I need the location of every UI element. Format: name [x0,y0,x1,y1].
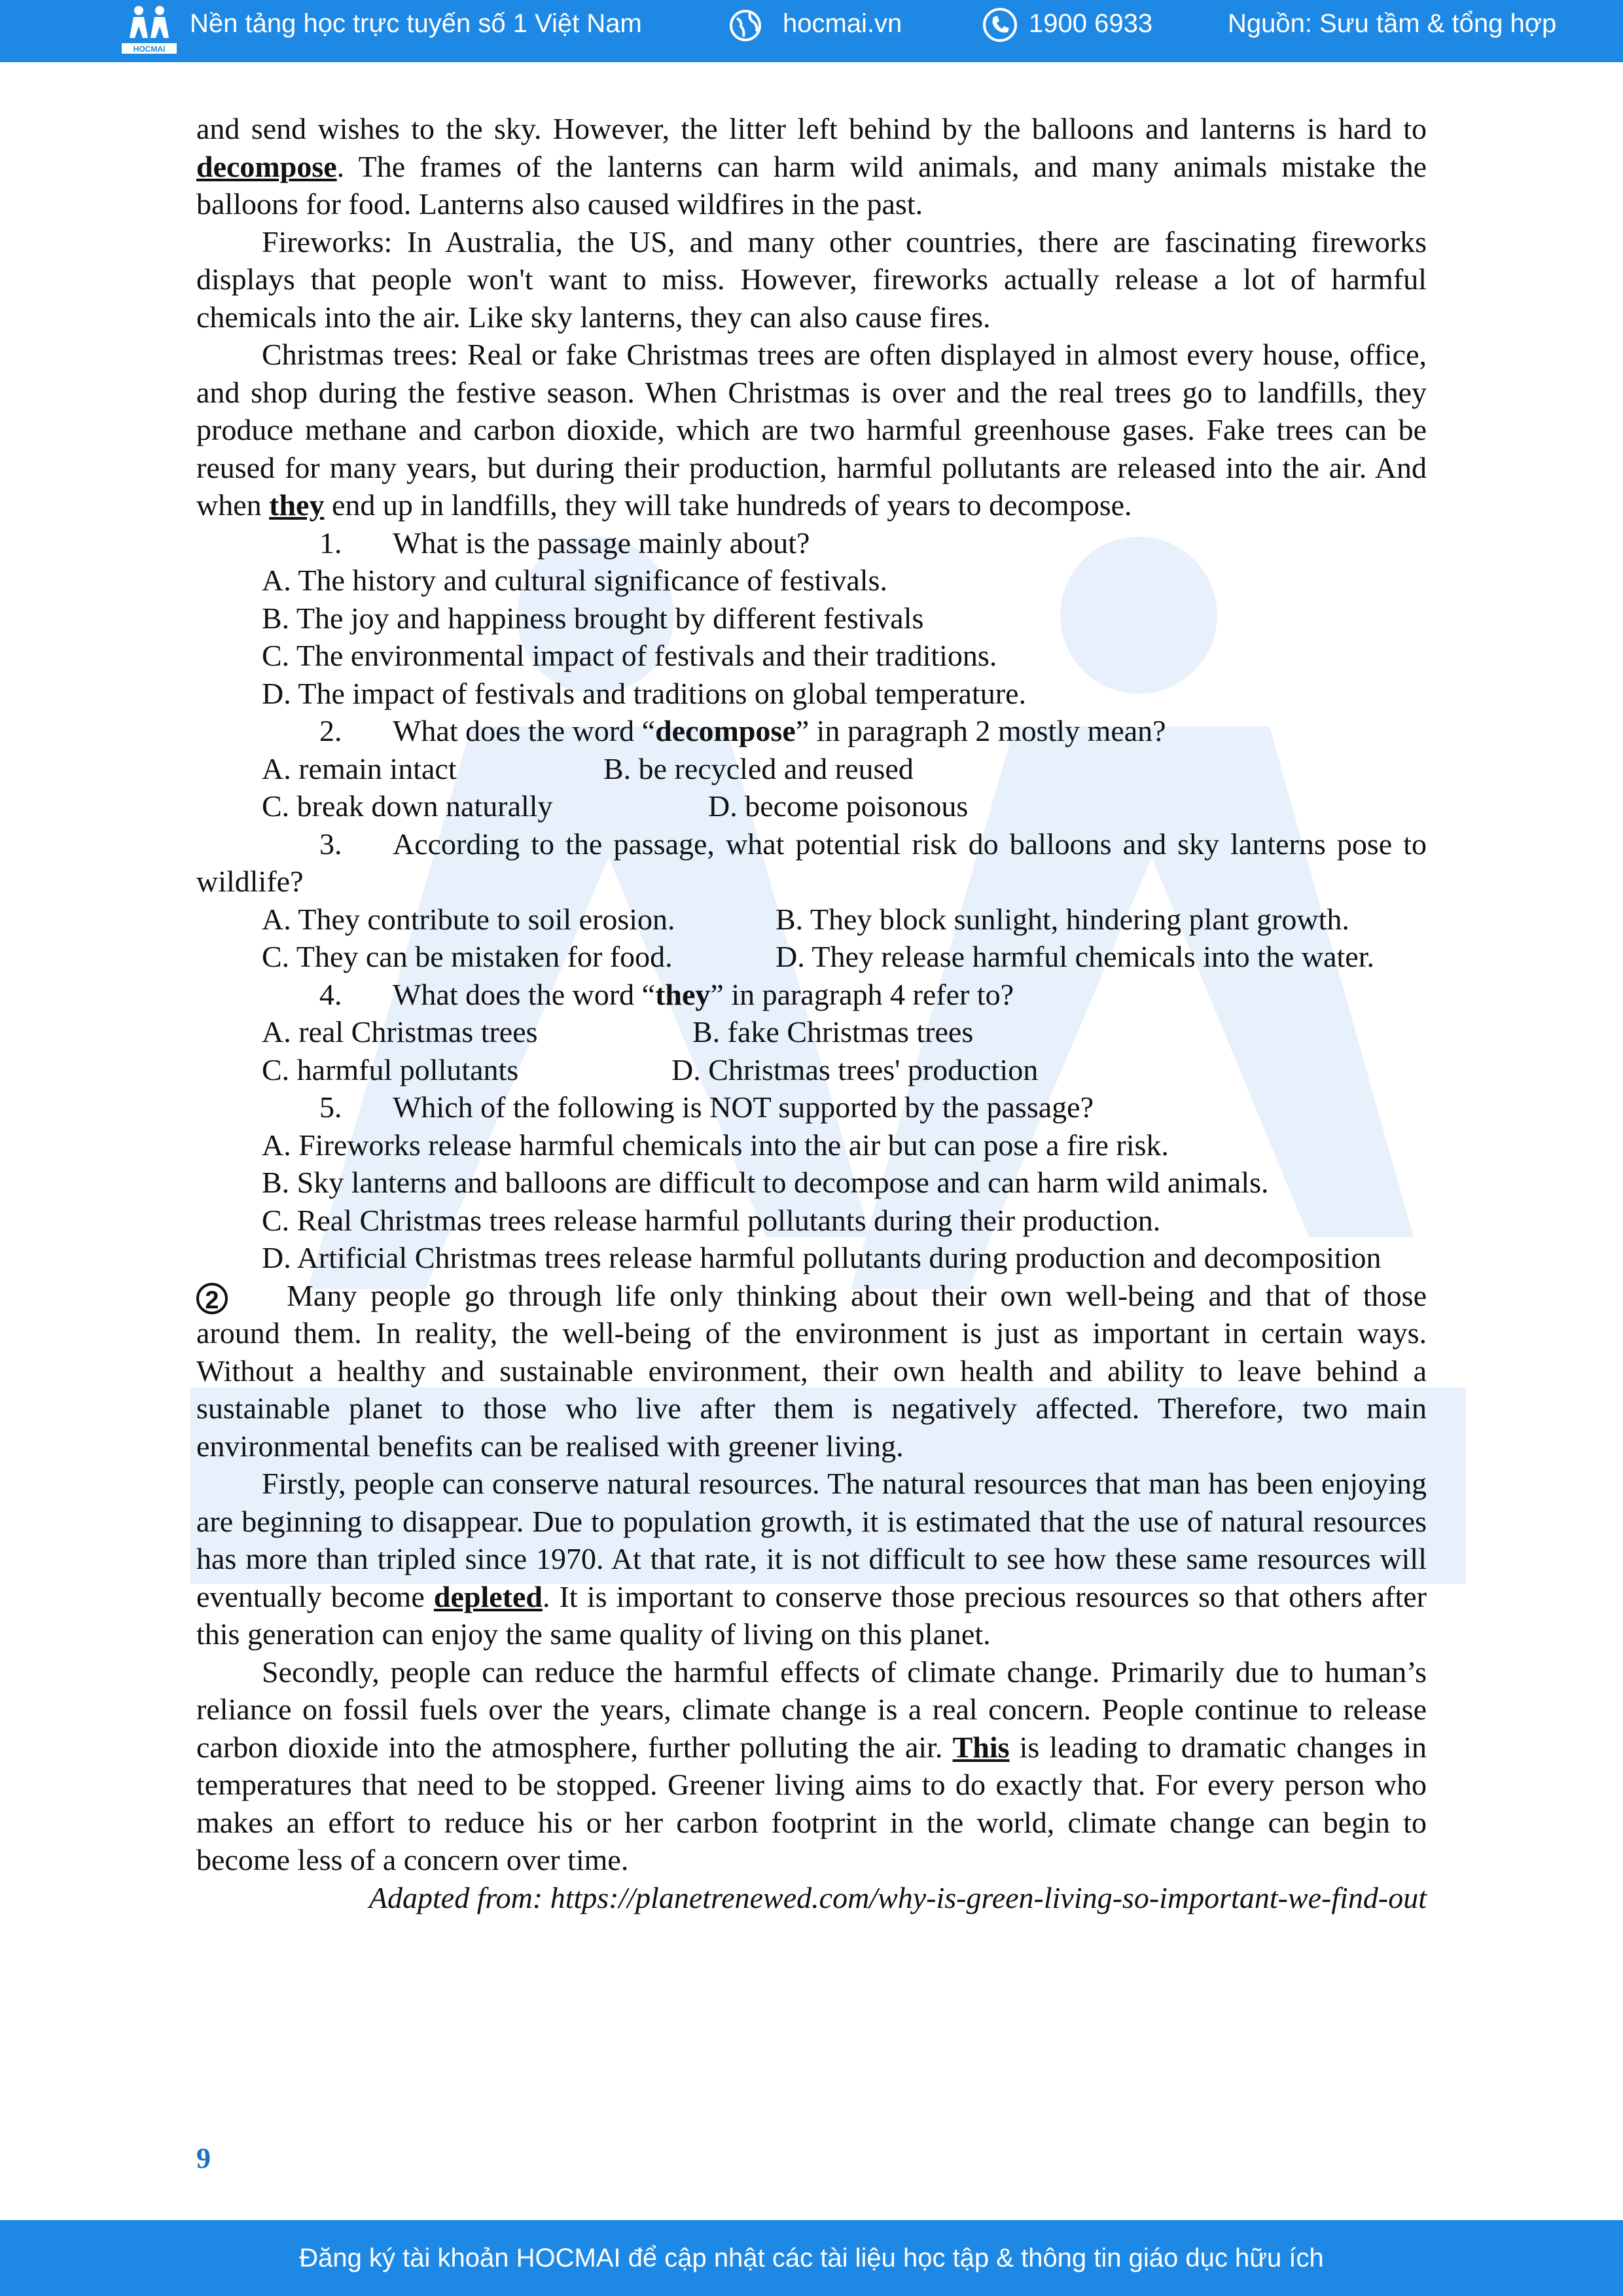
option[interactable]: C. harmful pollutants [262,1052,519,1086]
phone-icon [982,7,1018,43]
passage1-paragraph: Christmas trees: Real or fake Christmas trees are often displayed in almost every house, office, and shop during the festive season. When Christmas is over and the real trees go to landfills, they produce methane and carbon dioxide, which are two harmful greenhouse gases. Fake trees can be reused for many years, but during their production, harmful pollutants are released into the air. And when they end up in landfills, they will take hundreds of years to decompose. [196,338,1427,522]
passage1-paragraph: and send wishes to the sky. However, the litter left behind by the balloons and lanterns is hard to decompose. The frames of the lanterns can harm wild animals, and many animals mistake the balloons for food. Lanterns also caused wildfires in the past. [196,112,1427,221]
option[interactable]: D. They release harmful chemicals into the water. [776,940,1374,973]
option[interactable]: A. They contribute to soil erosion. [262,902,675,936]
passage2-paragraph: Firstly, people can conserve natural resources. The natural resources that man has been enjoying are beginning to disappear. Due to population growth, it is estimated that the use of natural resources has more than tripled since 1970. At that rate, it is not difficult to see how these same resources will eventually become depleted. It is important to conserve those precious resources so that others after this generation can enjoy the same quality of living on this planet. [196,1467,1427,1651]
header-tagline: Nền tảng học trực tuyến số 1 Việt Nam [190,9,642,38]
question-4: 4. What does the word “they” in paragraph 4 refer to? [319,977,1014,1011]
option[interactable]: B. The joy and happiness brought by different festivals [262,601,924,635]
options-row [196,1051,1427,1089]
option[interactable]: D. become poisonous [708,789,969,823]
option[interactable]: B. They block sunlight, hindering plant growth. [776,902,1349,936]
options-row [196,901,1427,939]
option[interactable]: A. Fireworks release harmful chemicals into the air but can pose a fire risk. [262,1128,1169,1162]
footer-banner[interactable]: Đăng ký tài khoản HOCMAI để cập nhật các tài liệu học tập & thông tin giáo dục hữu ích [0,2220,1623,2296]
option[interactable]: D. Artificial Christmas trees release harmful pollutants during production and decomposition [262,1241,1382,1274]
header-source: Nguồn: Sưu tầm & tổng hợp [1228,9,1557,38]
document-body [196,110,1427,1916]
option[interactable]: C. break down naturally [262,789,553,823]
option[interactable]: B. be recycled and reused [603,751,914,785]
globe-icon [728,8,763,43]
question-3: 3. According to the passage, what potential risk do balloons and sky lanterns pose to wildlife? [196,827,1427,898]
option[interactable]: B. fake Christmas trees [692,1015,974,1049]
option[interactable]: A. The history and cultural significance of festivals. [262,564,887,597]
option[interactable]: A. real Christmas trees [262,1015,538,1049]
underlined-word: depleted [433,1579,543,1613]
options-row [196,938,1427,976]
underlined-word: they [269,488,325,522]
page-number: 9 [196,2142,211,2174]
option[interactable]: D. The impact of festivals and traditions on global temperature. [262,676,1026,710]
option[interactable]: A. remain intact [262,751,457,785]
underlined-word: This [952,1730,1010,1764]
passage2-paragraph: 2 Many people go through life only thinking about their own well-being and that of those around them. In reality, the well-being of the environment is just as important in certain ways. Without a healthy and sustainable environment, their own health and ability to leave behind a sustainable planet to those who live after them is negatively affected. Therefore, two main environmental benefits can be realised with greener living. [196,1278,1427,1463]
passage-number-badge: 2 [196,1283,228,1314]
options-row [196,787,1427,825]
option[interactable]: B. Sky lanterns and balloons are difficult to decompose and can harm wild animals. [262,1166,1269,1199]
option[interactable]: D. Christmas trees' production [671,1052,1039,1086]
hocmai-logo-icon[interactable] [119,4,179,56]
options-row [196,1013,1427,1051]
passage2-paragraph: Secondly, people can reduce the harmful effects of climate change. Primarily due to human’s reliance on fossil fuels over the years, climate change is a real concern. People continue to release carbon dioxide into the atmosphere, further polluting the air. This is leading to dramatic changes in temperatures that need to be stopped. Greener living aims to do exactly that. For every person who makes an effort to reduce his or her carbon footprint in the world, climate change can begin to become less of a concern over time. [196,1655,1427,1876]
header-site-link[interactable]: hocmai.vn [783,9,902,38]
option[interactable]: C. They can be mistaken for food. [262,940,673,973]
option[interactable]: C. The environmental impact of festivals and their traditions. [262,639,997,672]
question-1: 1. What is the passage mainly about? [319,526,810,560]
options-row [196,750,1427,788]
header-bar [0,0,1623,62]
question-5: 5. Which of the following is NOT supported by the passage? [319,1090,1094,1124]
source-citation: Adapted from: https://planetrenewed.com/why-is-green-living-so-important-we-find-out [368,1880,1427,1914]
option[interactable]: C. Real Christmas trees release harmful pollutants during their production. [262,1203,1161,1237]
passage1-paragraph: Fireworks: In Australia, the US, and many other countries, there are fascinating fireworks displays that people won't want to miss. However, fireworks actually release a lot of harmful chemicals into the air. Like sky lanterns, they can also cause fires. [196,224,1427,334]
underlined-word: decompose [196,149,337,183]
question-2: 2. What does the word “decompose” in paragraph 2 mostly mean? [319,714,1166,747]
logo-text: HOCMAI [133,45,166,54]
header-phone[interactable]: 1900 6933 [1029,9,1153,38]
